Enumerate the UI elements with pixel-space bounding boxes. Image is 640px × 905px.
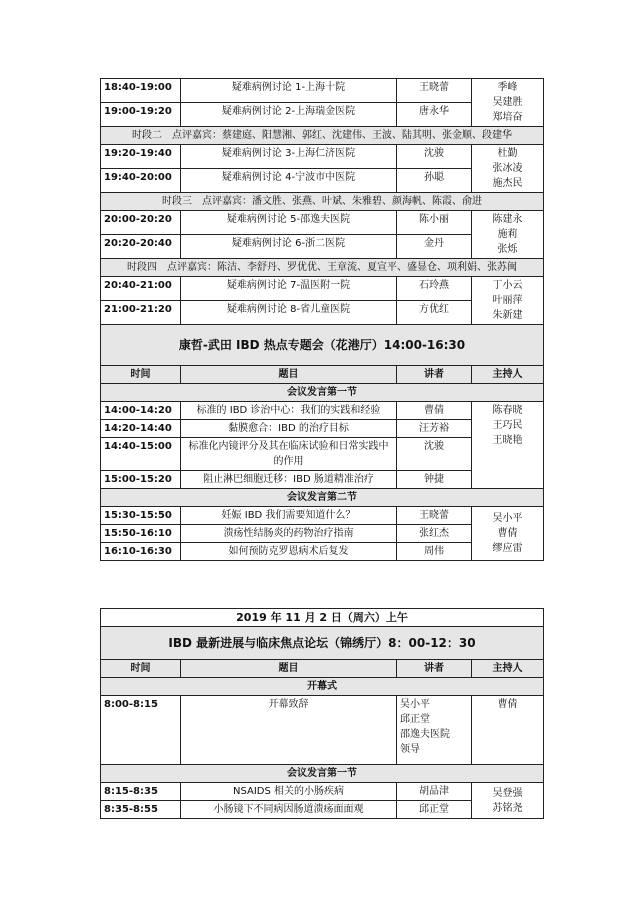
speaker-cell: 沈骏 <box>397 438 472 471</box>
time-cell: 18:40-19:00 <box>101 79 181 103</box>
topic-cell: 阻止淋巴细胞迁移：IBD 肠道精准治疗 <box>181 471 397 489</box>
speaker-cell: 金丹 <box>397 235 472 259</box>
table-row <box>101 79 544 103</box>
column-header-host: 主持人 <box>472 366 544 384</box>
speaker-name: 邱正堂 <box>400 714 430 725</box>
time-cell: 16:10-16:30 <box>101 543 181 561</box>
section-title: 会议发言第一节 <box>101 384 544 402</box>
time-cell: 20:20-20:40 <box>101 235 181 259</box>
moderators-cell <box>472 507 544 561</box>
section-title: 开幕式 <box>101 678 544 696</box>
speaker-cell: 曹倩 <box>397 402 472 420</box>
topic-cell: 小肠镜下不同病因肠道溃疡面面观 <box>181 801 397 819</box>
speaker-cell: 王晓蕾 <box>397 507 472 525</box>
moderator-name: 吴登强 <box>492 787 523 799</box>
moderator-name: 王巧民 <box>492 420 523 431</box>
moderator-name: 王晓艳 <box>492 435 523 446</box>
topic-cell: 标准化内镜评分及其在临床试验和日常实践中的作用 <box>181 438 397 471</box>
section-title: 会议发言第一节 <box>101 765 544 783</box>
speakers-cell <box>397 696 472 765</box>
topic-cell: 标准的 IBD 诊治中心：我们的实践和经验 <box>181 402 397 420</box>
moderators-cell <box>472 277 544 325</box>
table-row <box>101 211 544 235</box>
moderator-name: 张烁 <box>497 244 518 255</box>
topic-cell: 疑难病例讨论 2-上海瑞金医院 <box>181 103 397 127</box>
column-header-time: 时间 <box>101 366 181 384</box>
topic-cell: 疑难病例讨论 4-宁波市中医院 <box>181 169 397 193</box>
moderators-cell <box>472 783 544 819</box>
period-row <box>101 259 544 277</box>
table-row <box>101 696 544 765</box>
moderator-name: 施莉 <box>497 229 518 240</box>
forum-title-row <box>101 627 544 660</box>
table-row <box>101 145 544 169</box>
time-cell: 15:30-15:50 <box>101 507 181 525</box>
topic-cell: 疑难病例讨论 6-浙二医院 <box>181 235 397 259</box>
column-header-time: 时间 <box>101 660 181 678</box>
time-cell: 14:40-15:00 <box>101 438 181 471</box>
moderator-name: 陈春晓 <box>492 405 523 416</box>
topic-cell: 疑难病例讨论 1-上海十院 <box>181 79 397 103</box>
moderator-name: 陈建永 <box>492 214 523 225</box>
column-header-speaker: 讲者 <box>397 660 472 678</box>
section-row <box>101 384 544 402</box>
forum-title: 康哲-武田 IBD 热点专题会（花港厅）14:00-16:30 <box>101 325 544 366</box>
speaker-cell: 王晓蕾 <box>397 79 472 103</box>
moderators-cell <box>472 79 544 127</box>
time-cell: 8:00-8:15 <box>101 696 181 765</box>
table-row <box>101 402 544 420</box>
time-cell: 14:00-14:20 <box>101 402 181 420</box>
speaker-cell: 汪芳裕 <box>397 420 472 438</box>
speaker-cell: 张红杰 <box>397 525 472 543</box>
host-cell: 曹倩 <box>472 696 544 765</box>
moderator-name: 叶丽萍 <box>492 295 523 306</box>
time-cell: 20:00-20:20 <box>101 211 181 235</box>
speaker-name: 领导 <box>400 744 420 755</box>
speaker-cell: 沈骏 <box>397 145 472 169</box>
time-cell: 8:15-8:35 <box>101 783 181 801</box>
moderator-name: 吴建胜 <box>492 97 523 108</box>
moderator-name: 季峰 <box>497 82 518 93</box>
moderators-cell <box>472 145 544 193</box>
speaker-cell: 邱正堂 <box>397 801 472 819</box>
moderator-name: 郑培奋 <box>492 112 523 123</box>
time-cell: 14:20-14:40 <box>101 420 181 438</box>
table-row <box>101 277 544 301</box>
time-cell: 15:50-16:10 <box>101 525 181 543</box>
forum-title-row <box>101 325 544 366</box>
section-row <box>101 489 544 507</box>
speaker-name: 邵逸夫医院 <box>400 729 450 740</box>
table-row <box>101 783 544 801</box>
moderator-name: 施杰民 <box>492 178 523 189</box>
schedule-table-evening <box>100 78 544 561</box>
topic-cell: 开幕致辞 <box>181 696 397 765</box>
column-header-host: 主持人 <box>472 660 544 678</box>
time-cell: 15:00-15:20 <box>101 471 181 489</box>
topic-cell: 溃疡性结肠炎的药物治疗指南 <box>181 525 397 543</box>
table-header-row <box>101 660 544 678</box>
topic-cell: 妊娠 IBD 我们需要知道什么？ <box>181 507 397 525</box>
date-heading: 2019 年 11 月 2 日（周六）上午 <box>101 609 544 627</box>
time-cell: 21:00-21:20 <box>101 301 181 325</box>
moderators-cell <box>472 402 544 489</box>
moderators-cell <box>472 211 544 259</box>
moderator-name: 吴小平 <box>492 513 523 524</box>
section-row <box>101 765 544 783</box>
time-cell: 8:35-8:55 <box>101 801 181 819</box>
speaker-cell: 钟捷 <box>397 471 472 489</box>
time-cell: 19:40-20:00 <box>101 169 181 193</box>
schedule-table-morning <box>100 608 544 819</box>
speaker-cell: 石玲燕 <box>397 277 472 301</box>
speaker-name: 吴小平 <box>400 699 430 710</box>
speaker-cell: 周伟 <box>397 543 472 561</box>
section-title: 会议发言第二节 <box>101 489 544 507</box>
speaker-cell: 孙聪 <box>397 169 472 193</box>
period-row <box>101 193 544 211</box>
moderator-name: 曹倩 <box>497 528 518 539</box>
period-reviewers: 时段三 点评嘉宾：潘文胜、张燕、叶斌、朱雅碧、颜海帆、陈霞、俞进 <box>101 193 544 211</box>
topic-cell: 如何预防克罗恩病术后复发 <box>181 543 397 561</box>
column-header-topic: 题目 <box>181 366 397 384</box>
topic-cell: 疑难病例讨论 3-上海仁济医院 <box>181 145 397 169</box>
period-reviewers: 时段二 点评嘉宾：蔡建庭、阳慧湘、郭红、沈建伟、王波、陆其明、张金顺、段建华 <box>101 127 544 145</box>
time-cell: 19:20-19:40 <box>101 145 181 169</box>
moderator-name: 丁小云 <box>492 280 523 291</box>
speaker-cell: 唐永华 <box>397 103 472 127</box>
moderator-name: 朱新建 <box>492 310 523 321</box>
speaker-cell: 陈小丽 <box>397 211 472 235</box>
topic-cell: NSAIDS 相关的小肠疾病 <box>181 783 397 801</box>
table-row <box>101 507 544 525</box>
period-reviewers: 时段四 点评嘉宾：陈洁、李舒丹、罗优优、王章流、夏宣平、盛显仓、项利娟、张苏闽 <box>101 259 544 277</box>
section-row <box>101 678 544 696</box>
time-cell: 19:00-19:20 <box>101 103 181 127</box>
moderator-name: 缪应雷 <box>492 543 523 554</box>
column-header-topic: 题目 <box>181 660 397 678</box>
moderator-name: 杜勤 <box>497 148 518 159</box>
topic-cell: 疑难病例讨论 5-邵逸夫医院 <box>181 211 397 235</box>
period-row <box>101 127 544 145</box>
forum-title: IBD 最新进展与临床焦点论坛（锦绣厅）8：00-12：30 <box>101 627 544 660</box>
moderator-name: 张冰凌 <box>492 163 523 174</box>
speaker-cell: 方优红 <box>397 301 472 325</box>
topic-cell: 黏膜愈合：IBD 的治疗目标 <box>181 420 397 438</box>
column-header-speaker: 讲者 <box>397 366 472 384</box>
date-row <box>101 609 544 627</box>
table-header-row <box>101 366 544 384</box>
moderator-name: 苏铭尧 <box>492 802 523 814</box>
time-cell: 20:40-21:00 <box>101 277 181 301</box>
topic-cell: 疑难病例讨论 8-省儿童医院 <box>181 301 397 325</box>
speaker-cell: 胡品津 <box>397 783 472 801</box>
topic-cell: 疑难病例讨论 7-温医附一院 <box>181 277 397 301</box>
